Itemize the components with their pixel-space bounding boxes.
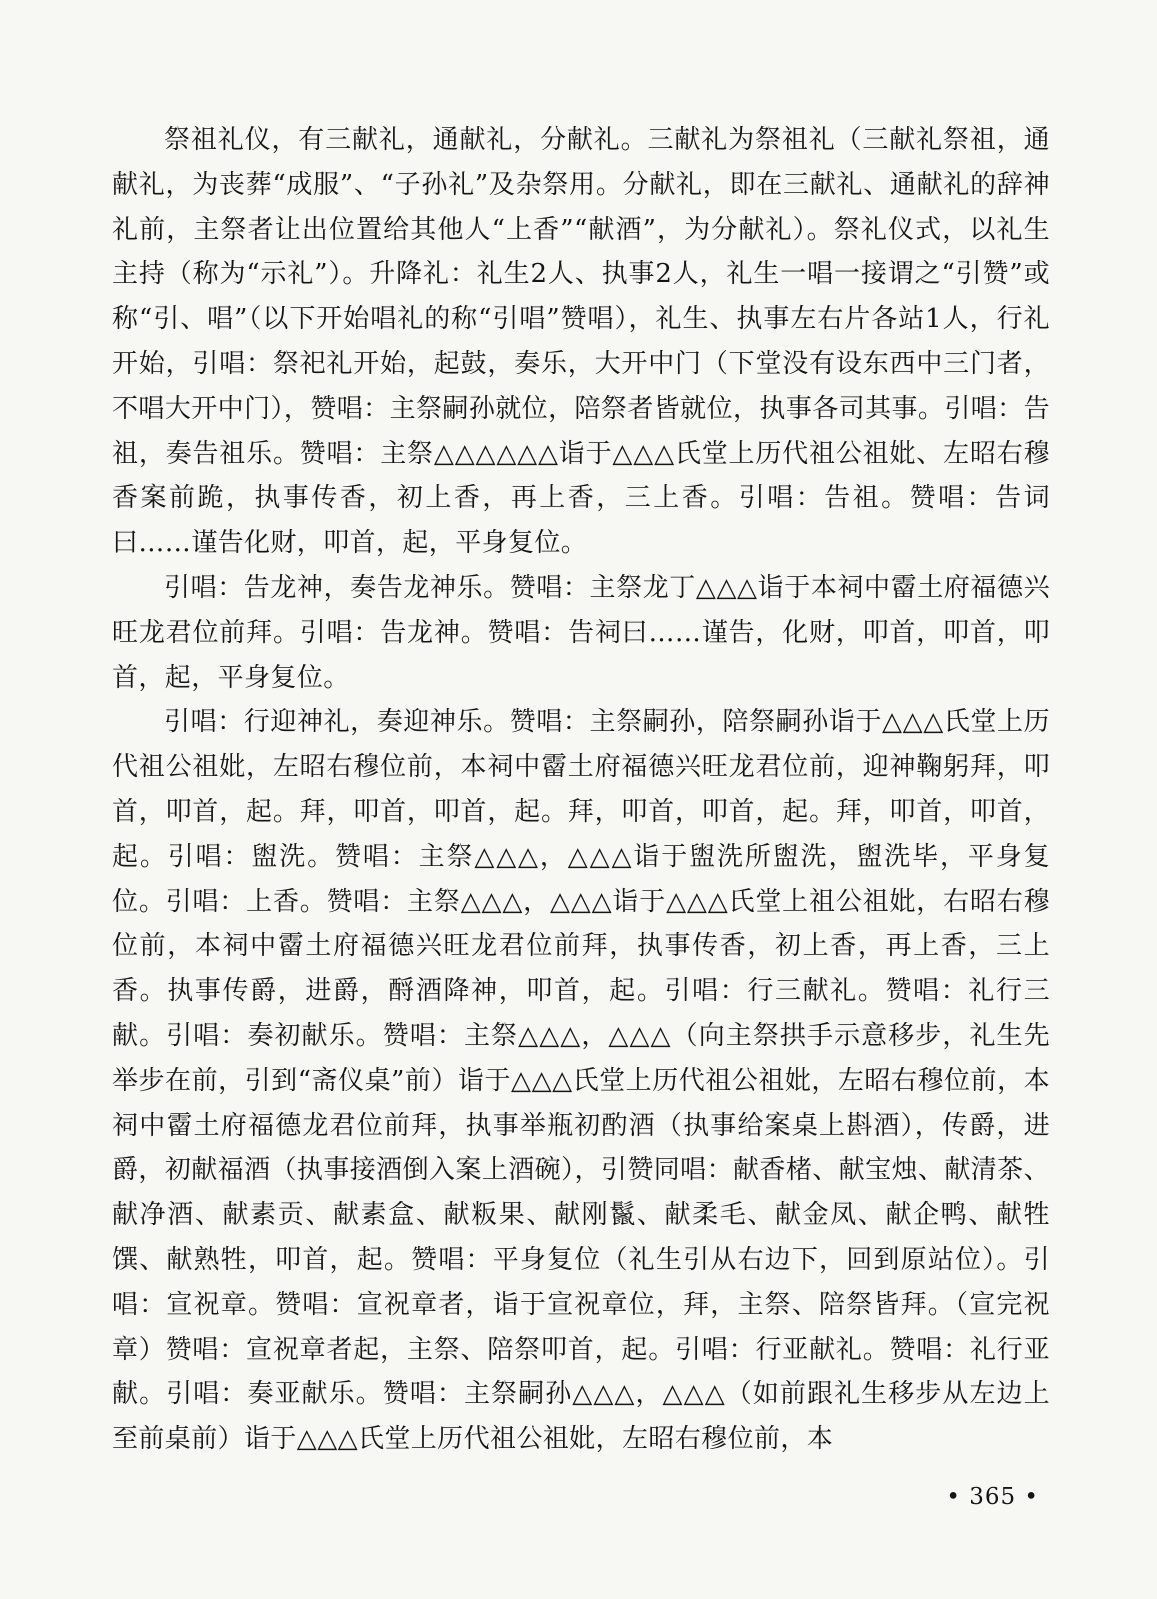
body-text xyxy=(112,118,1050,1462)
paragraph: 引唱：行迎神礼，奏迎神乐。赞唱：主祭嗣孙，陪祭嗣孙诣于△△△氏堂上历代祖公祖妣，左昭右穆位前，本祠中霤土府福德兴旺龙君位前，迎神鞠躬拜，叩首，叩首，起。拜，叩首，叩首，起。拜，叩首，叩首，起。拜，叩首，叩首，起。引唱：盥洗。赞唱：主祭△△△，△△△诣于盥洗所盥洗，盥洗毕，平身复位。引唱：上香。赞唱：主祭△△△，△△△诣于△△△氏堂上祖公祖妣，右昭右穆位前，本祠中霤土府福德兴旺龙君位前拜，执事传香，初上香，再上香，三上香。执事传爵，进爵，酹酒降神，叩首，起。引唱：行三献礼。赞唱：礼行三献。引唱：奏初献乐。赞唱：主祭△△△，△△△（向主祭拱手示意移步，礼生先举步在前，引到“斋仪桌”前）诣于△△△氏堂上历代祖公祖妣，左昭右穆位前，本祠中霤土府福德龙君位前拜，执事举瓶初酌酒（执事给案桌上斟酒），传爵，进爵，初献福酒（执事接酒倒入案上酒碗），引赞同唱：献香楮、献宝烛、献清茶、献净酒、献素贡、献素盒、献粄果、献刚鬣、献柔毛、献金凤、献企鸭、献牲馔、献熟牲，叩首，起。赞唱：平身复位（礼生引从右边下，回到原站位）。引唱：宣祝章。赞唱：宣祝章者，诣于宣祝章位，拜，主祭、陪祭皆拜。（宣完祝章）赞唱：宣祝章者起，主祭、陪祭叩首，起。引唱：行亚献礼。赞唱：礼行亚献。引唱：奏亚献乐。赞唱：主祭嗣孙△△△，△△△（如前跟礼生移步从左边上至前桌前）诣于△△△氏堂上历代祖公祖妣，左昭右穆位前，本 xyxy=(112,707,1050,1455)
page-number: • 365 • xyxy=(946,1484,1039,1510)
paragraph: 引唱：告龙神，奏告龙神乐。赞唱：主祭龙丁△△△诣于本祠中霤土府福德兴旺龙君位前拜。引唱：告龙神。赞唱：告祠曰……谨告，化财，叩首，叩首，叩首，起，平身复位。 xyxy=(112,572,1050,693)
paragraph: 祭祖礼仪，有三献礼，通献礼，分献礼。三献礼为祭祖礼（三献礼祭祖，通献礼，为丧葬“成服”、“子孙礼”及杂祭用。分献礼，即在三献礼、通献礼的辞神礼前，主祭者让出位置给其他人“上香”“献酒”，为分献礼）。祭礼仪式，以礼生主持（称为“示礼”）。升降礼：礼生2人、执事2人，礼生一唱一接谓之“引赞”或称“引、唱”（以下开始唱礼的称“引唱”赞唱），礼生、执事左右片各站1人，行礼开始，引唱：祭祀礼开始，起鼓，奏乐，大开中门（下堂没有设东西中三门者，不唱大开中门），赞唱：主祭嗣孙就位，陪祭者皆就位，执事各司其事。引唱：告祖，奏告祖乐。赞唱：主祭△△△△△△诣于△△△氏堂上历代祖公祖妣、左昭右穆香案前跪，执事传香，初上香，再上香，三上香。引唱：告祖。赞唱：告词曰……谨告化财，叩首，起，平身复位。 xyxy=(112,125,1051,559)
